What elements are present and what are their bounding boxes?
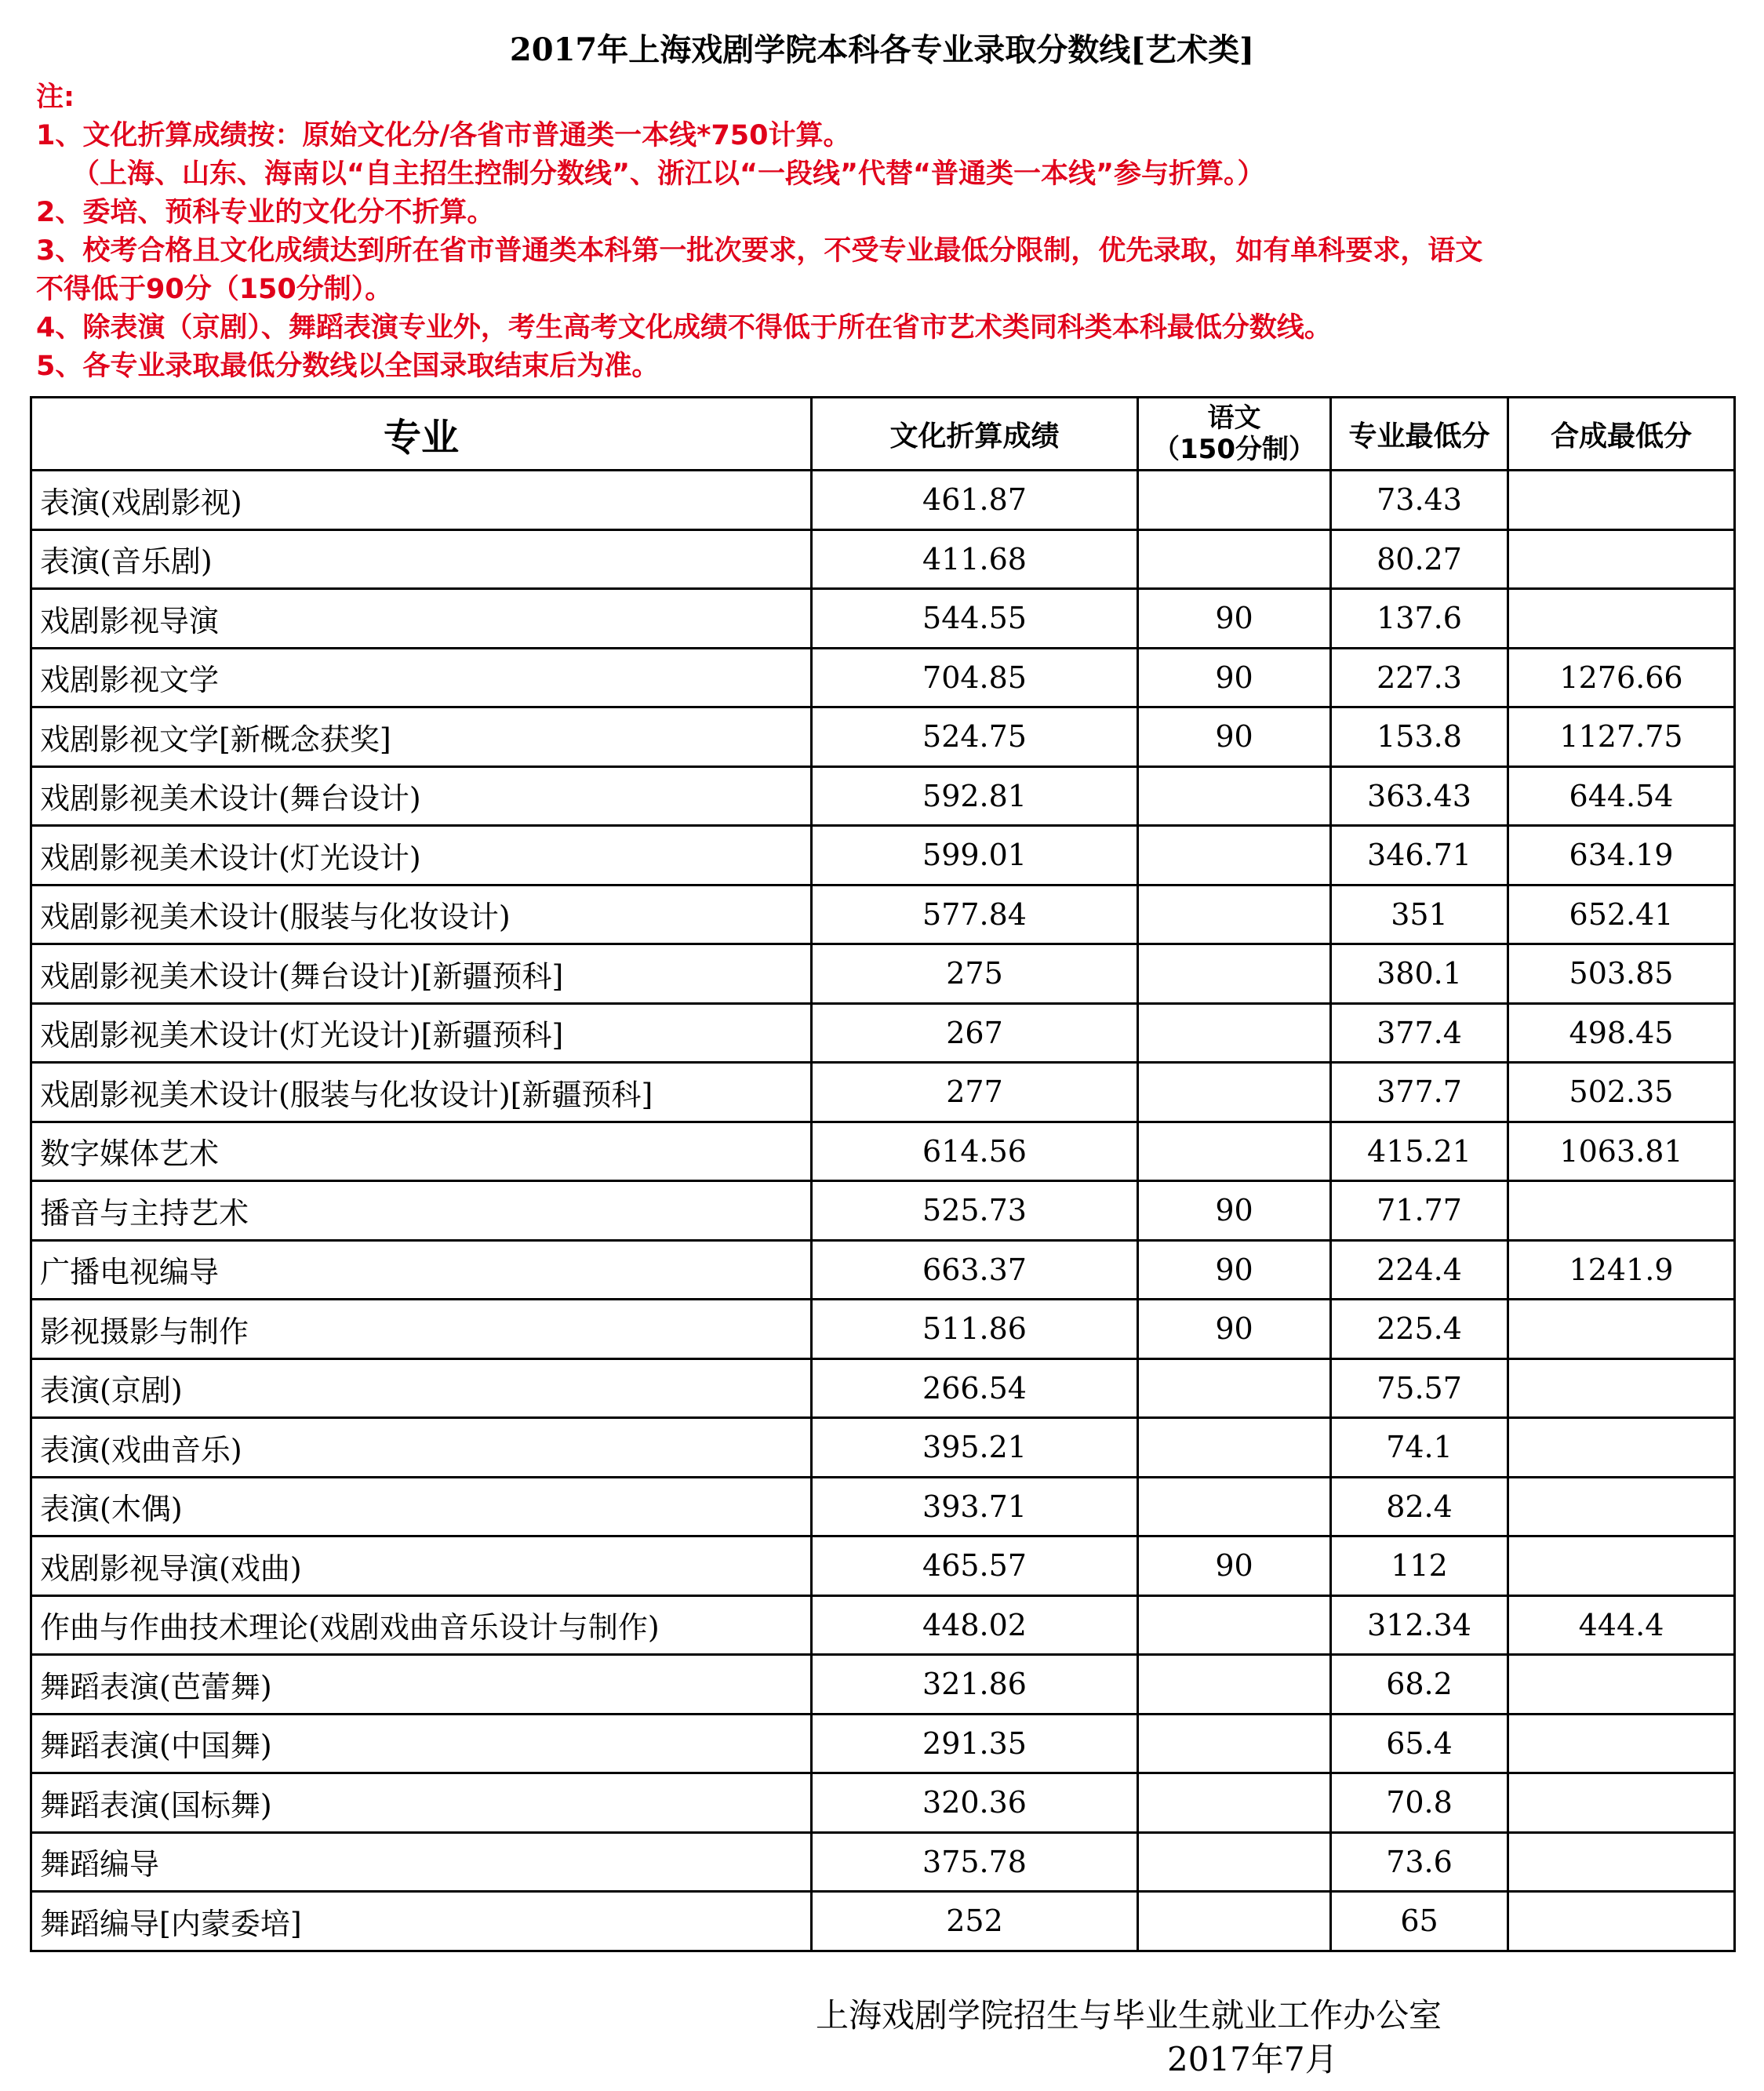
note-3a: 3、校考合格且文化成绩达到所在省市普通类本科第一批次要求，不受专业最低分限制，优先录取，如有单科要求，语文 [36, 235, 1483, 267]
table-row [31, 1655, 1735, 1715]
cell-chinese-score [1138, 1418, 1331, 1478]
cell-chinese-score: 90 [1138, 648, 1331, 707]
cell-major-min: 377.7 [1331, 1063, 1508, 1122]
cell-major-min: 415.21 [1331, 1122, 1508, 1181]
cell-culture-score: 544.55 [812, 589, 1138, 649]
cell-chinese-score [1138, 826, 1331, 885]
cell-chinese-score: 90 [1138, 1536, 1331, 1596]
cell-major-name: 表演(戏剧影视) [31, 471, 812, 530]
cell-culture-score: 375.78 [812, 1832, 1138, 1892]
cell-chinese-score [1138, 1714, 1331, 1773]
table-row [31, 885, 1735, 944]
cell-chinese-score [1138, 1655, 1331, 1715]
note-3b: 不得低于90分（150分制）。 [36, 274, 393, 305]
note-4: 4、除表演（京剧）、舞蹈表演专业外，考生高考文化成绩不得低于所在省市艺术类同科类本科最低分数线。 [36, 312, 1332, 344]
cell-combined-min [1508, 1892, 1735, 1951]
cell-major-name: 戏剧影视文学[新概念获奖] [31, 707, 812, 767]
footer-date: 2017年7月 [1167, 2040, 1338, 2078]
cell-major-name: 表演(京剧) [31, 1358, 812, 1418]
cell-combined-min: 1127.75 [1508, 707, 1735, 767]
cell-chinese-score [1138, 1122, 1331, 1181]
page-title: 2017年上海戏剧学院本科各专业录取分数线[艺术类] [509, 31, 1255, 68]
cell-major-name: 舞蹈表演(国标舞) [31, 1773, 812, 1833]
table-row [31, 529, 1735, 589]
cell-culture-score: 461.87 [812, 471, 1138, 530]
table-row [31, 648, 1735, 707]
table-row [31, 1122, 1735, 1181]
cell-culture-score: 663.37 [812, 1240, 1138, 1300]
table-row [31, 1003, 1735, 1063]
note-1: 1、文化折算成绩按：原始文化分/各省市普通类一本线*750计算。 [36, 120, 851, 151]
cell-major-min: 346.71 [1331, 826, 1508, 885]
cell-major-name: 戏剧影视美术设计(舞台设计)[新疆预科] [31, 944, 812, 1004]
note-2: 2、委培、预科专业的文化分不折算。 [36, 197, 495, 228]
cell-major-name: 舞蹈表演(芭蕾舞) [31, 1655, 812, 1715]
cell-major-min: 224.4 [1331, 1240, 1508, 1300]
cell-chinese-score: 90 [1138, 1300, 1331, 1359]
table-row [31, 1595, 1735, 1655]
table-row [31, 944, 1735, 1004]
cell-major-name: 舞蹈编导 [31, 1832, 812, 1892]
table-header-row [31, 398, 1735, 471]
cell-combined-min [1508, 1477, 1735, 1536]
header-major-min: 专业最低分 [1331, 398, 1508, 471]
cell-combined-min: 444.4 [1508, 1595, 1735, 1655]
cell-combined-min: 652.41 [1508, 885, 1735, 944]
table-row [31, 1536, 1735, 1596]
cell-major-min: 112 [1331, 1536, 1508, 1596]
table-row [31, 1063, 1735, 1122]
cell-major-name: 表演(戏曲音乐) [31, 1418, 812, 1478]
cell-chinese-score [1138, 1063, 1331, 1122]
cell-combined-min [1508, 1773, 1735, 1833]
cell-major-name: 戏剧影视美术设计(灯光设计) [31, 826, 812, 885]
cell-culture-score: 395.21 [812, 1418, 1138, 1478]
cell-chinese-score: 90 [1138, 1181, 1331, 1241]
cell-culture-score: 393.71 [812, 1477, 1138, 1536]
cell-major-min: 65 [1331, 1892, 1508, 1951]
cell-culture-score: 267 [812, 1003, 1138, 1063]
cell-major-name: 舞蹈表演(中国舞) [31, 1714, 812, 1773]
cell-combined-min [1508, 589, 1735, 649]
header-chinese [1138, 398, 1331, 471]
footer-office: 上海戏剧学院招生与毕业生就业工作办公室 [816, 1996, 1442, 2035]
cell-culture-score: 448.02 [812, 1595, 1138, 1655]
footer [816, 1994, 1522, 2082]
cell-culture-score: 291.35 [812, 1714, 1138, 1773]
cell-major-name: 戏剧影视美术设计(服装与化妆设计)[新疆预科] [31, 1063, 812, 1122]
cell-major-min: 227.3 [1331, 648, 1508, 707]
cell-major-name: 影视摄影与制作 [31, 1300, 812, 1359]
cell-combined-min: 1276.66 [1508, 648, 1735, 707]
cell-major-name: 戏剧影视美术设计(灯光设计)[新疆预科] [31, 1003, 812, 1063]
cell-chinese-score [1138, 1595, 1331, 1655]
cell-culture-score: 524.75 [812, 707, 1138, 767]
table-row [31, 1240, 1735, 1300]
note-1-sub: （上海、山东、海南以“自主招生控制分数线”、浙江以“一段线”代替“普通类一本线”参与折算。） [72, 158, 1265, 190]
cell-major-min: 153.8 [1331, 707, 1508, 767]
cell-culture-score: 320.36 [812, 1773, 1138, 1833]
cell-major-name: 舞蹈编导[内蒙委培] [31, 1892, 812, 1951]
cell-major-min: 363.43 [1331, 766, 1508, 826]
cell-culture-score: 277 [812, 1063, 1138, 1122]
table-row [31, 707, 1735, 767]
table-row [31, 1832, 1735, 1892]
table-body [31, 471, 1735, 1951]
cell-chinese-score [1138, 529, 1331, 589]
cell-major-min: 137.6 [1331, 589, 1508, 649]
cell-culture-score: 592.81 [812, 766, 1138, 826]
cell-chinese-score [1138, 1773, 1331, 1833]
cell-chinese-score: 90 [1138, 1240, 1331, 1300]
cell-major-min: 65.4 [1331, 1714, 1508, 1773]
cell-combined-min: 644.54 [1508, 766, 1735, 826]
table-row [31, 1773, 1735, 1833]
table-row [31, 766, 1735, 826]
cell-culture-score: 511.86 [812, 1300, 1138, 1359]
cell-culture-score: 252 [812, 1892, 1138, 1951]
table-row [31, 1892, 1735, 1951]
cell-chinese-score [1138, 885, 1331, 944]
cell-major-min: 73.6 [1331, 1832, 1508, 1892]
cell-chinese-score: 90 [1138, 589, 1331, 649]
cell-major-name: 数字媒体艺术 [31, 1122, 812, 1181]
cell-major-min: 225.4 [1331, 1300, 1508, 1359]
note-5: 5、各专业录取最低分数线以全国录取结束后为准。 [36, 351, 660, 382]
cell-combined-min: 503.85 [1508, 944, 1735, 1004]
cell-major-name: 广播电视编导 [31, 1240, 812, 1300]
header-culture-score: 文化折算成绩 [812, 398, 1138, 471]
cell-major-min: 74.1 [1331, 1418, 1508, 1478]
cell-combined-min [1508, 471, 1735, 530]
cell-major-min: 377.4 [1331, 1003, 1508, 1063]
table-row [31, 1181, 1735, 1241]
cell-chinese-score [1138, 1477, 1331, 1536]
cell-major-name: 作曲与作曲技术理论(戏剧戏曲音乐设计与制作) [31, 1595, 812, 1655]
cell-chinese-score [1138, 766, 1331, 826]
table-row [31, 826, 1735, 885]
cell-major-min: 80.27 [1331, 529, 1508, 589]
cell-culture-score: 275 [812, 944, 1138, 1004]
cell-major-min: 351 [1331, 885, 1508, 944]
notes-block [36, 78, 1730, 386]
table-row [31, 1714, 1735, 1773]
cell-combined-min [1508, 529, 1735, 589]
cell-major-min: 75.57 [1331, 1358, 1508, 1418]
cell-combined-min: 634.19 [1508, 826, 1735, 885]
cell-culture-score: 614.56 [812, 1122, 1138, 1181]
cell-culture-score: 266.54 [812, 1358, 1138, 1418]
cell-major-min: 70.8 [1331, 1773, 1508, 1833]
table-row [31, 1477, 1735, 1536]
table-row [31, 1418, 1735, 1478]
cell-culture-score: 321.86 [812, 1655, 1138, 1715]
notes-heading: 注: [36, 82, 75, 113]
cell-major-name: 表演(音乐剧) [31, 529, 812, 589]
cell-combined-min [1508, 1181, 1735, 1241]
cell-culture-score: 704.85 [812, 648, 1138, 707]
cell-combined-min [1508, 1714, 1735, 1773]
cell-combined-min: 498.45 [1508, 1003, 1735, 1063]
header-chinese-line1: 语文 [1207, 402, 1261, 434]
header-chinese-line2: （150分制） [1153, 434, 1315, 465]
header-combined-min: 合成最低分 [1508, 398, 1735, 471]
cell-combined-min [1508, 1655, 1735, 1715]
cell-major-min: 71.77 [1331, 1181, 1508, 1241]
cell-major-name: 表演(木偶) [31, 1477, 812, 1536]
cell-combined-min [1508, 1358, 1735, 1418]
table-row [31, 471, 1735, 530]
cell-major-name: 戏剧影视导演(戏曲) [31, 1536, 812, 1596]
cell-chinese-score [1138, 1832, 1331, 1892]
cell-chinese-score [1138, 1358, 1331, 1418]
header-major: 专业 [31, 398, 812, 471]
cell-chinese-score [1138, 1892, 1331, 1951]
cell-major-name: 戏剧影视美术设计(舞台设计) [31, 766, 812, 826]
table-row [31, 589, 1735, 649]
cell-major-min: 68.2 [1331, 1655, 1508, 1715]
cell-combined-min [1508, 1536, 1735, 1596]
cell-chinese-score: 90 [1138, 707, 1331, 767]
cell-combined-min: 502.35 [1508, 1063, 1735, 1122]
cell-major-name: 戏剧影视美术设计(服装与化妆设计) [31, 885, 812, 944]
cell-major-min: 380.1 [1331, 944, 1508, 1004]
cell-combined-min: 1241.9 [1508, 1240, 1735, 1300]
cell-chinese-score [1138, 944, 1331, 1004]
cell-combined-min [1508, 1418, 1735, 1478]
cell-major-name: 戏剧影视文学 [31, 648, 812, 707]
cell-major-min: 82.4 [1331, 1477, 1508, 1536]
scores-table [30, 396, 1736, 1952]
cell-major-min: 73.43 [1331, 471, 1508, 530]
cell-combined-min: 1063.81 [1508, 1122, 1735, 1181]
cell-combined-min [1508, 1300, 1735, 1359]
cell-culture-score: 525.73 [812, 1181, 1138, 1241]
cell-chinese-score [1138, 471, 1331, 530]
table-row [31, 1300, 1735, 1359]
cell-culture-score: 465.57 [812, 1536, 1138, 1596]
cell-major-name: 戏剧影视导演 [31, 589, 812, 649]
cell-major-name: 播音与主持艺术 [31, 1181, 812, 1241]
cell-combined-min [1508, 1832, 1735, 1892]
cell-culture-score: 599.01 [812, 826, 1138, 885]
cell-chinese-score [1138, 1003, 1331, 1063]
table-row [31, 1358, 1735, 1418]
cell-culture-score: 577.84 [812, 885, 1138, 944]
cell-culture-score: 411.68 [812, 529, 1138, 589]
cell-major-min: 312.34 [1331, 1595, 1508, 1655]
